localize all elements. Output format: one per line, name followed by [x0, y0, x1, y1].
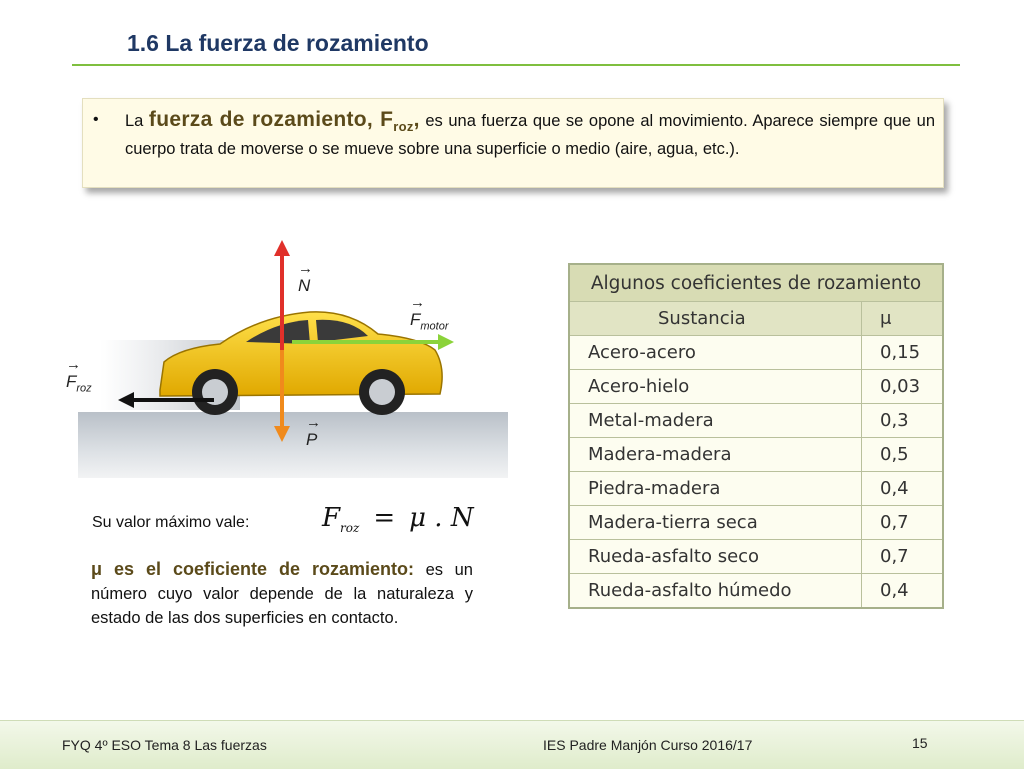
substance-cell: Acero-hielo	[569, 370, 862, 404]
definition-box	[82, 98, 944, 188]
mu-cell: 0,3	[862, 404, 944, 438]
table-row	[569, 370, 943, 404]
weight-label: → P	[306, 414, 321, 449]
table-caption: Algunos coeficientes de rozamiento	[569, 264, 943, 302]
definition-text	[125, 109, 935, 160]
car-illustration	[60, 238, 530, 488]
formula-label: Su valor máximo vale:	[92, 514, 250, 531]
bullet: •	[93, 111, 99, 128]
substance-cell: Rueda-asfalto seco	[569, 540, 862, 574]
mu-cell: 0,7	[862, 540, 944, 574]
motor-force-label: → $F_{motor}$	[410, 294, 449, 333]
term-subscript: roz	[393, 119, 414, 135]
column-header-mu: μ	[862, 302, 944, 336]
definition-lead: La	[125, 112, 144, 130]
substance-cell: Piedra-madera	[569, 472, 862, 506]
column-header-substance: Sustancia	[569, 302, 862, 336]
substance-cell: Madera-madera	[569, 438, 862, 472]
table-row	[569, 404, 943, 438]
mu-cell: 0,7	[862, 506, 944, 540]
substance-cell: Acero-acero	[569, 336, 862, 370]
car-force-diagram	[60, 238, 530, 488]
normal-force-arrowhead	[274, 240, 290, 256]
substance-cell: Rueda-asfalto húmedo	[569, 574, 862, 609]
table-row	[569, 506, 943, 540]
table-row	[569, 438, 943, 472]
friction-coefficients-table	[568, 263, 944, 609]
friction-formula: $F_{roz} = \mu$ . N	[322, 503, 474, 536]
definition-body: es una fuerza que se opone al movimiento. Aparece siempre que un cuerpo trata de moverse o se mueve sobre una superficie o medio (aire, agua, etc.).	[125, 112, 936, 159]
mu-heading: μ es el coeficiente de rozamiento:	[91, 559, 415, 579]
mu-cell: 0,4	[862, 472, 944, 506]
table-row	[569, 336, 943, 370]
footer-course: FYQ 4º ESO Tema 8 Las fuerzas	[62, 737, 267, 753]
mu-cell: 0,03	[862, 370, 944, 404]
normal-force-label: → N	[298, 260, 313, 295]
substance-cell: Madera-tierra seca	[569, 506, 862, 540]
rear-wheel-rim	[369, 379, 395, 405]
mu-cell: 0,15	[862, 336, 944, 370]
mu-body: es un número cuyo valor depende de la naturaleza y estado de las dos superficies en contacto.	[91, 561, 473, 627]
mu-cell: 0,4	[862, 574, 944, 609]
mu-explanation	[91, 557, 473, 630]
table-row	[569, 540, 943, 574]
weight-arrowhead	[274, 426, 290, 442]
title-divider	[72, 64, 960, 66]
page-number: 15	[912, 735, 928, 751]
table-row	[569, 472, 943, 506]
friction-force-label: → $F_{roz}$	[66, 356, 92, 395]
mu-cell: 0,5	[862, 438, 944, 472]
motor-force-arrowhead	[438, 334, 454, 350]
table-row	[569, 574, 943, 609]
footer-school: IES Padre Manjón Curso 2016/17	[543, 737, 753, 753]
substance-cell: Metal-madera	[569, 404, 862, 438]
page-title: 1.6 La fuerza de rozamiento	[127, 30, 429, 56]
definition-term: fuerza de rozamiento, $F_{roz}$,	[148, 108, 420, 135]
